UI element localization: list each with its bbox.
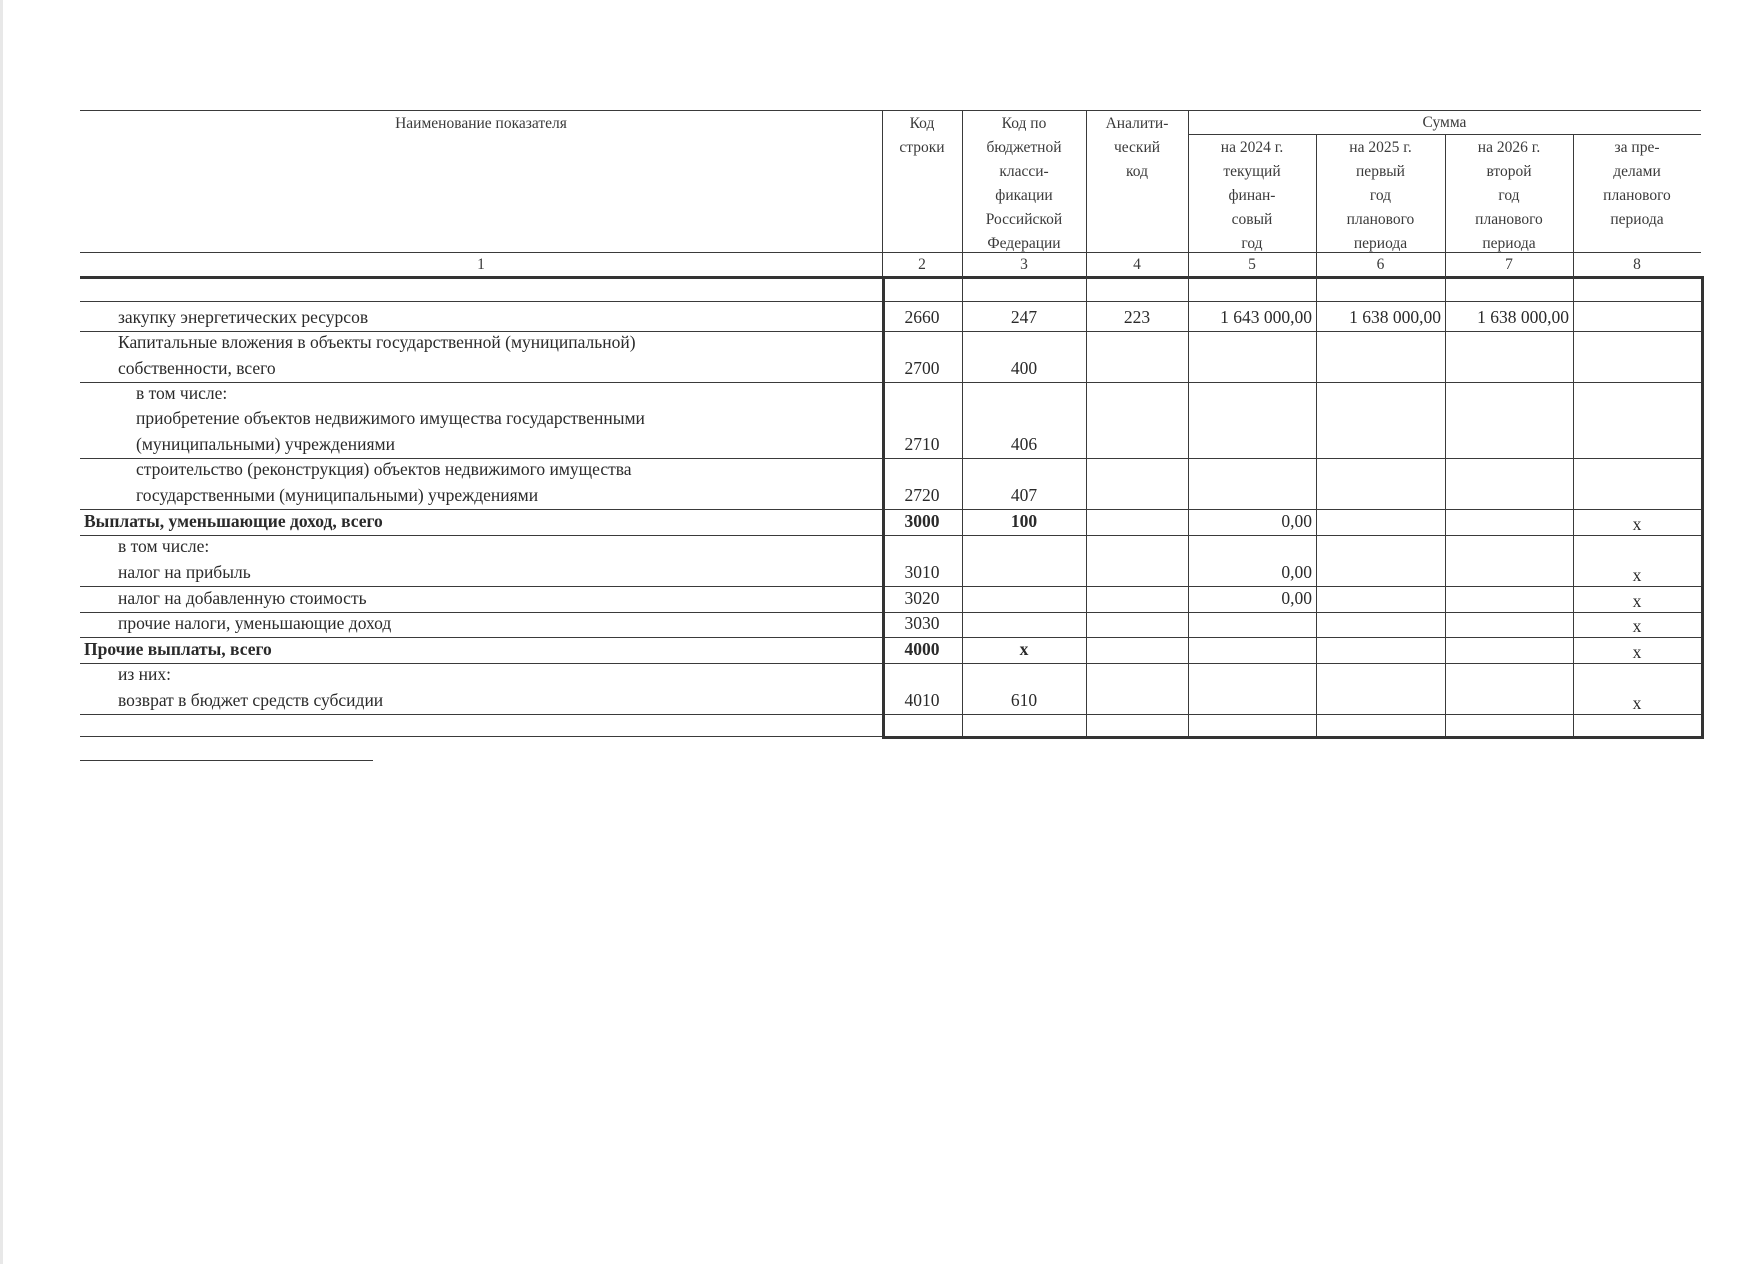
row-budget-code: 406 (1010, 433, 1038, 454)
row-sum-2024: 0,00 (1281, 510, 1312, 531)
row-label-line: государственными (муниципальными) учреждениями (136, 484, 539, 505)
row-sum-2024: 0,00 (1281, 561, 1312, 582)
column-number-line: 3 (1020, 256, 1028, 273)
row-budget-code: 100 (1010, 510, 1038, 531)
row-label-line: приобретение объектов недвижимого имущества государственными (136, 408, 645, 428)
column-number-line: 4 (1133, 256, 1141, 273)
column-number (80, 253, 882, 277)
column-header-2026-line: второй (1486, 163, 1532, 180)
footnote-separator-line (80, 760, 373, 761)
row-label-line: в том числе: (136, 382, 228, 403)
column-header-2025-line: первый (1356, 163, 1405, 180)
row-line-code: 2660 (904, 306, 940, 327)
column-header-2025-line: год (1369, 187, 1392, 204)
row-sum-beyond: x (1632, 641, 1642, 662)
row-label (118, 305, 368, 331)
scan-edge-shade (0, 0, 3, 1264)
column-header-budget-code (962, 112, 1086, 256)
column-header-2026-line: на 2026 г. (1477, 139, 1541, 156)
column-header-2024 (1188, 136, 1316, 256)
row-sum-2024: 0,00 (1281, 587, 1312, 608)
column-number (1445, 253, 1573, 277)
row-label-line: Капитальные вложения в объекты государственной (муниципальной) (118, 332, 636, 352)
row-line-code: 4010 (904, 689, 940, 710)
row-budget-code: x (1019, 638, 1029, 659)
column-number (1188, 253, 1316, 277)
row-label-line: Выплаты, уменьшающие доход, всего (84, 510, 383, 531)
column-number (1316, 253, 1445, 277)
row-sum-beyond: x (1632, 590, 1642, 611)
row-line-code: 3030 (904, 612, 940, 633)
column-header-analytic-code (1086, 112, 1188, 184)
column-header-2024-line: совый (1231, 211, 1273, 228)
row-label (118, 662, 383, 713)
row-line-code: 2720 (904, 484, 940, 505)
column-header-2025-line: на 2025 г. (1349, 139, 1412, 156)
column-header-budget-code-line: бюджетной (986, 139, 1062, 156)
column-header-line-code-line: Код (909, 115, 935, 132)
body-right-border (1701, 276, 1704, 738)
row-label (84, 637, 272, 663)
column-header-2026-line: периода (1482, 235, 1536, 252)
row-line-code: 2700 (904, 357, 940, 378)
column-header-budget-code-line: Код по (1001, 115, 1047, 132)
row-label-line: налог на прибыль (118, 561, 251, 582)
column-number-line: 2 (918, 256, 926, 273)
row-budget-code: 247 (1010, 306, 1038, 327)
row-label-line: собственности, всего (118, 357, 276, 378)
column-header-budget-code-line: фикации (995, 187, 1053, 204)
column-header-2025-line: планового (1346, 211, 1415, 228)
column-header-beyond (1573, 136, 1701, 232)
column-header-name (80, 112, 882, 136)
row-sum-beyond: x (1632, 615, 1642, 636)
row-sum-2024: 1 643 000,00 (1220, 306, 1312, 327)
column-header-beyond-line: за пре- (1614, 139, 1660, 156)
row-label-line: (муниципальными) учреждениями (136, 433, 395, 454)
column-header-2025 (1316, 136, 1445, 256)
column-header-beyond-line: периода (1610, 211, 1664, 228)
row-label-line: закупку энергетических ресурсов (118, 306, 369, 327)
row-sum-2026: 1 638 000,00 (1477, 306, 1569, 327)
row-budget-code: 610 (1010, 689, 1038, 710)
row-analytic-code: 223 (1123, 306, 1151, 327)
column-header-budget-code-line: класси- (999, 163, 1049, 180)
column-number (962, 253, 1086, 277)
body-bottom-border (882, 736, 1704, 739)
row-label-line: Прочие выплаты, всего (84, 638, 272, 659)
row-label-line: строительство (реконструкция) объектов недвижимого имущества (136, 459, 632, 479)
column-header-2026-line: планового (1475, 211, 1543, 228)
row-label (136, 381, 645, 458)
column-number-line: 5 (1248, 256, 1256, 273)
row-label (118, 330, 636, 381)
row-sum-beyond: x (1632, 513, 1642, 534)
row-label-line: налог на добавленную стоимость (118, 587, 367, 608)
row-budget-code: 400 (1010, 357, 1038, 378)
row-label-line: в том числе: (118, 536, 210, 556)
row-sum-2025: 1 638 000,00 (1349, 306, 1441, 327)
row-line-code: 3000 (904, 510, 940, 531)
row-sum-beyond: x (1632, 692, 1642, 713)
row-line-code: 2710 (904, 433, 940, 454)
row-line-code: 3010 (904, 561, 940, 582)
row-label-line: из них: (118, 664, 171, 684)
column-header-2024-line: финан- (1228, 187, 1276, 204)
column-header-analytic-code-line: ческий (1113, 139, 1161, 156)
column-number (882, 253, 962, 277)
column-header-beyond-line: делами (1613, 163, 1661, 180)
column-number-line: 6 (1376, 256, 1385, 273)
row-label-line: прочие налоги, уменьшающие доход (118, 612, 392, 633)
column-number-line: 7 (1505, 256, 1513, 273)
row-line-code: 3020 (904, 587, 940, 608)
column-number-line: 8 (1633, 256, 1641, 273)
column-number-line: 1 (477, 256, 485, 273)
column-header-2024-line: на 2024 г. (1220, 139, 1284, 156)
row-label (118, 611, 391, 637)
row-label-line: возврат в бюджет средств субсидии (118, 689, 384, 710)
column-header-2026-line: год (1498, 187, 1520, 204)
column-number (1573, 253, 1701, 277)
row-label (118, 586, 367, 612)
column-header-line-code-line: строки (899, 139, 945, 156)
column-header-2026 (1445, 136, 1573, 256)
column-header-name-line: Наименование показателя (395, 115, 567, 132)
column-header-analytic-code-line: Аналити- (1105, 115, 1169, 132)
column-header-2024-line: текущий (1223, 163, 1281, 180)
column-header-budget-code-line: Российской (985, 211, 1063, 228)
column-header-2025-line: периода (1353, 235, 1408, 252)
column-header-budget-code-line: Федерации (987, 235, 1061, 252)
row-budget-code: 407 (1010, 484, 1038, 505)
column-header-beyond-line: планового (1603, 187, 1671, 204)
row-label (118, 534, 251, 585)
row-divider (80, 714, 1701, 715)
column-header-sum (1188, 111, 1701, 135)
column-header-sum-line: Сумма (1422, 114, 1467, 131)
row-label (84, 509, 383, 535)
column-number (1086, 253, 1188, 277)
row-line-code: 4000 (904, 638, 940, 659)
column-header-2024-line: год (1241, 235, 1263, 252)
row-sum-beyond: x (1632, 564, 1642, 585)
row-label (136, 457, 632, 508)
column-header-analytic-code-line: код (1126, 163, 1148, 180)
column-header-line-code (882, 112, 962, 160)
